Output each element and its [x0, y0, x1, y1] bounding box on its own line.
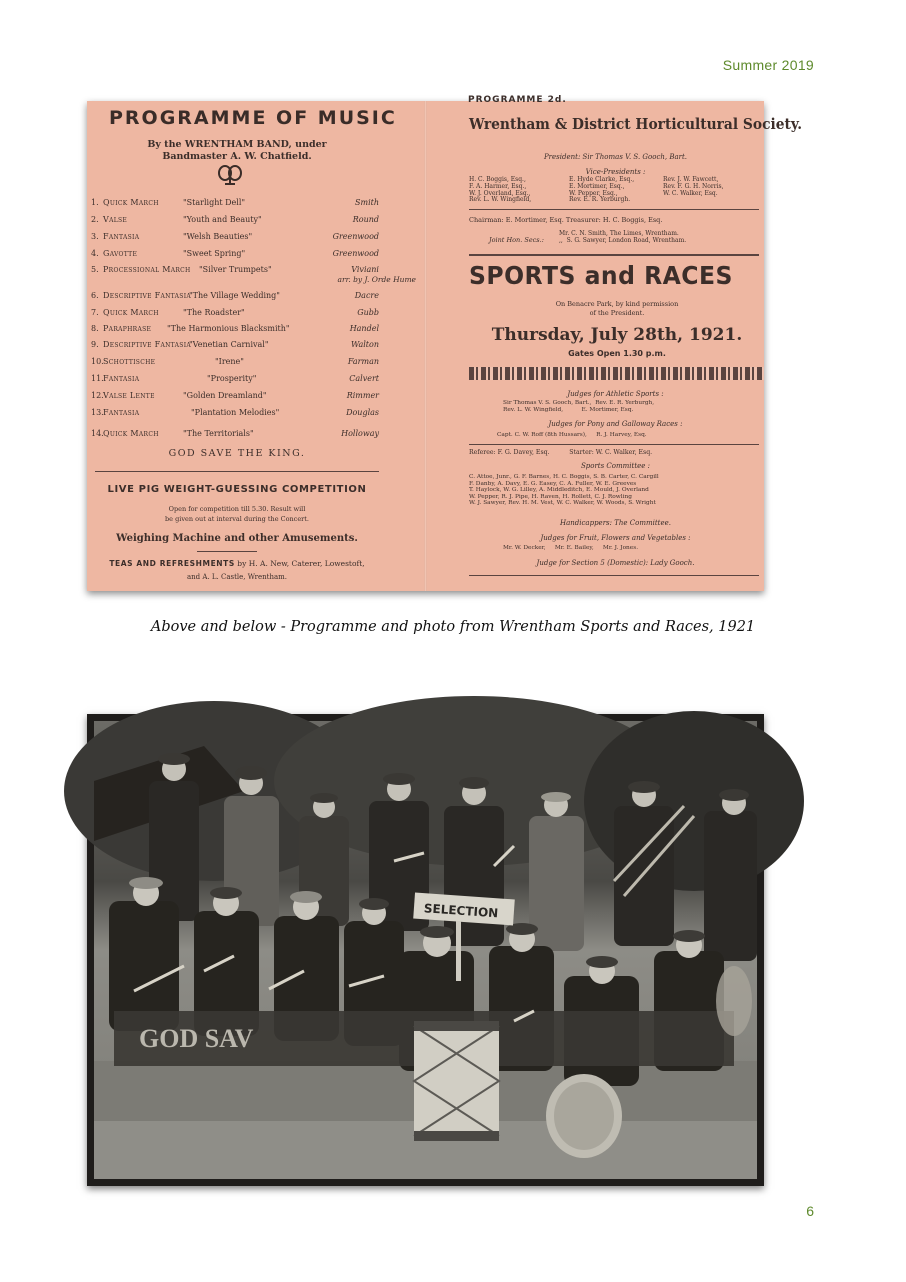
god-save-the-king: GOD SAVE THE KING. — [168, 448, 306, 459]
vice-presidents-col2: E. Hyde Clarke, Esq., E. Mortimer, Esq., W. Pepper, Esq., Rev. E. R. Yerburgh. — [569, 176, 635, 204]
judges-pony-heading: Judges for Pony and Galloway Races : — [548, 420, 683, 428]
music-item: 11. Fantasia "Prosperity" Calvert — [91, 374, 379, 383]
pig-competition-text: Open for competition till 5.30. Result will — [168, 505, 306, 513]
arranger-credit: arr. by J. Orde Hume — [337, 275, 416, 284]
joint-secs-label: Joint Hon. Secs.: — [489, 236, 544, 244]
chairman-treasurer-line: Chairman: E. Mortimer, Esq. Treasurer: H. C. Boggis, Esq. — [469, 216, 663, 224]
vice-presidents-heading: Vice-Presidents : — [585, 168, 646, 176]
event-date: Thursday, July 28th, 1921. — [491, 325, 743, 345]
programme-image — [87, 95, 803, 591]
sports-and-races-title: SPORTS and RACES — [469, 261, 733, 290]
wrentham-band-photo — [94, 721, 757, 1179]
divider — [469, 444, 759, 445]
teas-line: TEAS AND REFRESHMENTS by H. A. New, Caterer, Lowestoft, — [109, 559, 365, 568]
band-photo — [87, 714, 764, 1186]
decorative-border — [469, 367, 764, 380]
music-item: 4. Gavotte "Sweet Spring" Greenwood — [91, 249, 379, 258]
music-item: 14. Quick March "The Territorials" Holloway — [91, 429, 379, 438]
pig-competition-title: LIVE PIG WEIGHT-GUESSING COMPETITION — [107, 484, 367, 495]
joint-secs: Mr. C. N. Smith, The Limes, Wrentham. ,, S. G. Sawyer, London Road, Wrentham. — [559, 230, 687, 244]
music-item: 5. Processional March "Silver Trumpets" Viviani — [91, 265, 379, 274]
sports-committee-names: C. Attoe, Junr., G. F. Barnes, H. C. Boggis, S. B. Carter, C. Cargill F. Danby, A. Davy, E. G. Easey, C. A. Fuller, W. E. Greeves T. Haylock, W. G. Lilley, A. Middleditch, E. Mould, J. Overland W. Pepper, R. J. Pipe, H. Raven, H. Rollett, C. J. Rowling W. J. Sawyer, Rev. H. M. Vest, W. C. Walker, W. Woods, S. Wright — [469, 474, 659, 507]
pig-competition-text: be given out at interval during the Concert. — [165, 515, 309, 523]
music-item: 3. Fantasia "Welsh Beauties" Greenwood — [91, 232, 379, 241]
weighing-machine-line: Weighing Machine and other Amusements. — [116, 533, 358, 544]
president-line: President: Sir Thomas V. S. Gooch, Bart. — [543, 153, 688, 161]
band-line: By the WRENTHAM BAND, under — [147, 139, 327, 150]
judge-section-line: Judge for Section 5 (Domestic): Lady Gooch. — [536, 559, 695, 567]
sports-and-races-panel — [427, 95, 803, 591]
park-line: of the President. — [589, 309, 645, 317]
caterer-line: and A. L. Castle, Wrentham. — [187, 573, 287, 581]
divider — [95, 471, 379, 472]
music-item: 1. Quick March "Starlight Dell" Smith — [91, 198, 379, 207]
judges-athletic-names: Sir Thomas V. S. Gooch, Bart., Rev. E. R. Yerburgh, Rev. L. W. Wingfield, E. Mortimer, Esq. — [503, 400, 655, 413]
bandmaster-line: Bandmaster A. W. Chatfield. — [162, 151, 312, 162]
photo-scene — [94, 721, 757, 1179]
divider — [469, 254, 759, 256]
side-drum — [546, 1074, 622, 1158]
sports-committee-heading: Sports Committee : — [580, 462, 651, 470]
park-line: On Benacre Park, by kind permission — [555, 300, 679, 308]
music-item: 10. Schottische "Irene" Farman — [91, 357, 379, 366]
music-item: 7. Quick March "The Roadster" Gubb — [91, 308, 379, 317]
image-caption: Above and below - Programme and photo from Wrentham Sports and Races, 1921 — [150, 619, 756, 635]
ornament-icon — [215, 163, 245, 187]
bass-drum — [414, 1021, 499, 1141]
header-date: Summer 2019 — [722, 57, 814, 73]
short-divider — [197, 551, 257, 552]
music-item: 12. Valse Lente "Golden Dreamland" Rimmer — [91, 391, 379, 400]
programme-of-music-panel — [87, 101, 424, 591]
music-item: 6. Descriptive Fantasia "The Village Wedding" Dacre — [91, 291, 379, 300]
music-item: 2. Valse "Youth and Beauty" Round — [91, 215, 379, 224]
page-number: 6 — [806, 1203, 814, 1219]
music-item: 9. Descriptive Fantasia "Venetian Carnival" Walton — [91, 340, 379, 349]
gates-open: Gates Open 1.30 p.m. — [568, 349, 666, 358]
society-name: Wrentham & District Horticultural Society. — [469, 115, 803, 133]
divider — [469, 209, 759, 210]
svg-text:SELECTION: SELECTION — [423, 901, 499, 921]
music-item: 8. Paraphrase "The Harmonious Blacksmith" Handel — [91, 324, 379, 333]
judges-fruit-heading: Judges for Fruit, Flowers and Vegetables : — [540, 534, 691, 542]
judges-fruit-names: Mr. W. Decker, Mr. E. Bailey, Mr. J. Jones. — [503, 545, 639, 551]
handicappers-line: Handicappers: The Committee. — [560, 519, 671, 527]
programme-title: PROGRAMME OF MUSIC — [109, 107, 397, 129]
judges-pony-names: Capt. C. W. Roff (8th Hussars), R. J. Harvey, Esq. — [497, 432, 647, 438]
vice-presidents-col1: H. C. Boggis, Esq., F. A. Harmer, Esq., W. J. Overland, Esq., Rev. L. W. Wingfield, — [469, 176, 532, 204]
music-item: 13. Fantasia "Plantation Melodies" Douglas — [91, 408, 379, 417]
vice-presidents-col3: Rev. J. W. Fawcett, Rev. F. G. H. Norris, W. C. Walker, Esq. — [663, 176, 724, 197]
divider — [469, 575, 759, 576]
judges-athletic-heading: Judges for Athletic Sports : — [567, 390, 664, 398]
referee-starter-line: Referee: F. G. Davey, Esq. Starter: W. C. Walker, Esq. — [469, 449, 653, 456]
programme-price-label: PROGRAMME 2d. — [468, 95, 567, 105]
banner-text: GOD SAV — [139, 1024, 254, 1053]
